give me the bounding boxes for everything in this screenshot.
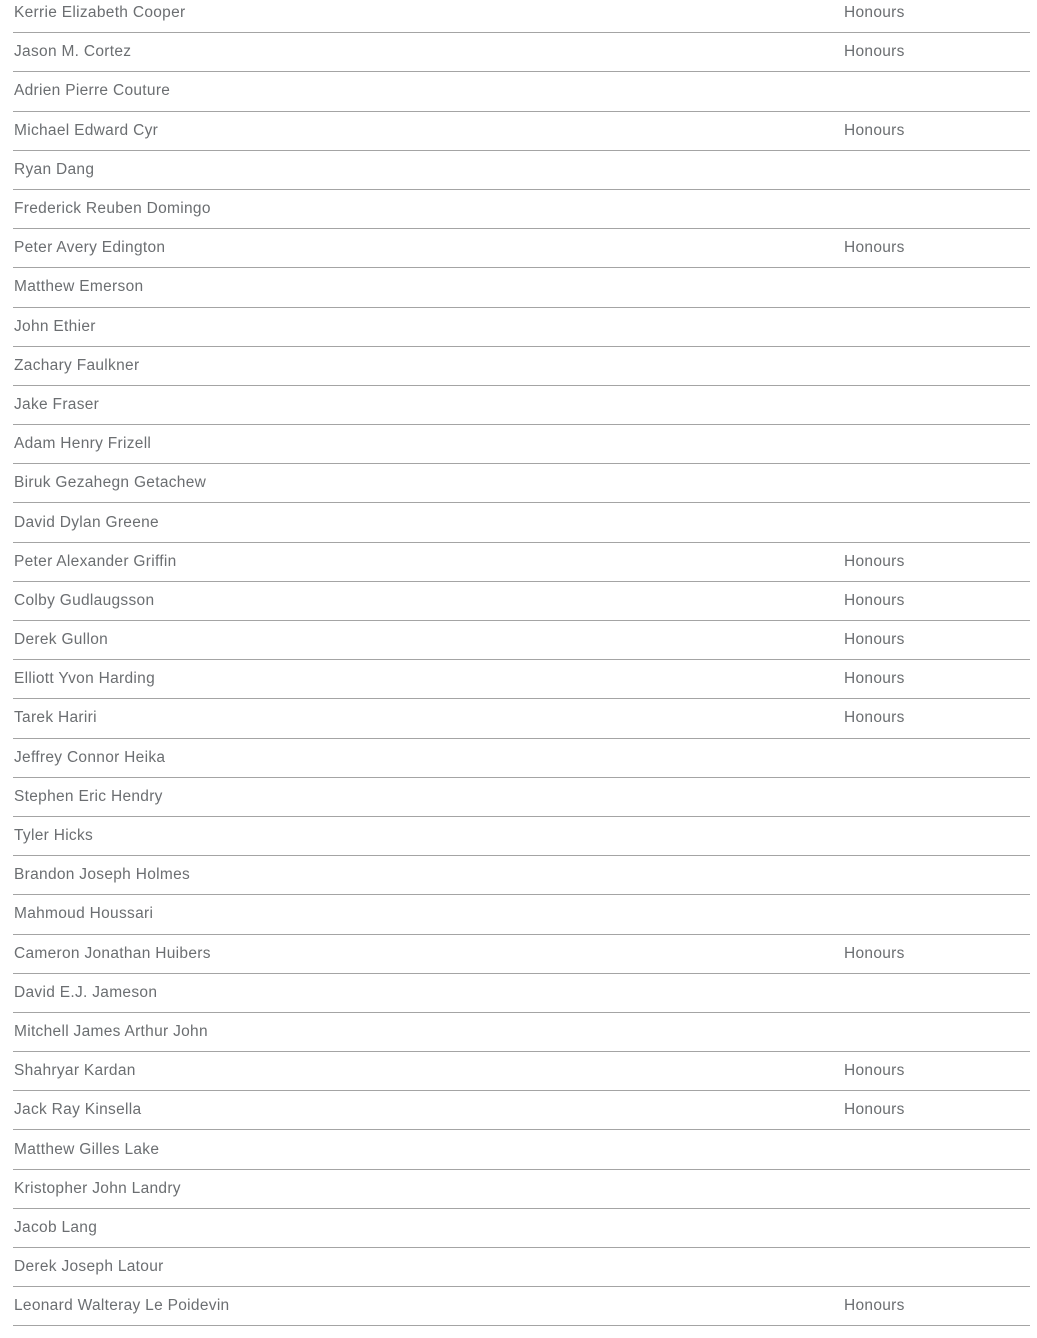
graduate-name: Biruk Gezahegn Getachew xyxy=(14,474,207,492)
honours-label: Honours xyxy=(844,631,905,649)
table-row xyxy=(13,347,1030,386)
graduate-name: Derek Gullon xyxy=(14,631,109,649)
graduate-name: Mahmoud Houssari xyxy=(14,905,154,923)
graduate-name: Ryan Dang xyxy=(14,160,95,178)
honours-label: Honours xyxy=(844,709,905,727)
graduate-name: Peter Avery Edington xyxy=(14,239,166,257)
table-row xyxy=(13,856,1030,895)
honours-label: Honours xyxy=(844,239,905,257)
table-row xyxy=(13,974,1030,1013)
table-row xyxy=(13,739,1030,778)
honours-label: Honours xyxy=(844,1101,905,1119)
table-row xyxy=(13,817,1030,856)
graduate-name: John Ethier xyxy=(14,317,96,335)
honours-label: Honours xyxy=(844,670,905,688)
table-row xyxy=(13,1248,1030,1287)
table-row xyxy=(13,112,1030,151)
graduate-name: Jacob Lang xyxy=(14,1218,98,1236)
graduate-name: David E.J. Jameson xyxy=(14,983,158,1001)
table-row xyxy=(13,1091,1030,1130)
graduate-name: David Dylan Greene xyxy=(14,513,159,531)
table-row xyxy=(13,1209,1030,1248)
graduate-name: Mitchell James Arthur John xyxy=(14,1022,208,1040)
graduate-name: Tarek Hariri xyxy=(14,709,97,727)
honours-label: Honours xyxy=(844,1062,905,1080)
graduate-name: Shahryar Kardan xyxy=(14,1062,136,1080)
graduate-name: Leonard Walteray Le Poidevin xyxy=(14,1297,230,1315)
graduate-name: Zachary Faulkner xyxy=(14,356,140,374)
graduate-name: Jack Ray Kinsella xyxy=(14,1101,142,1119)
graduate-name: Frederick Reuben Domingo xyxy=(14,200,211,218)
table-row xyxy=(13,72,1030,111)
table-row xyxy=(13,503,1030,542)
table-row xyxy=(13,895,1030,934)
table-row xyxy=(13,1130,1030,1169)
table-row xyxy=(13,778,1030,817)
graduate-name: Stephen Eric Hendry xyxy=(14,787,163,805)
honours-label: Honours xyxy=(844,43,905,61)
graduate-list xyxy=(13,0,1030,1326)
table-row xyxy=(13,1287,1030,1326)
graduate-name: Jake Fraser xyxy=(14,395,100,413)
table-row xyxy=(13,0,1030,33)
graduate-name: Michael Edward Cyr xyxy=(14,121,159,139)
table-row xyxy=(13,425,1030,464)
table-row xyxy=(13,386,1030,425)
table-row xyxy=(13,1052,1030,1091)
graduate-name: Colby Gudlaugsson xyxy=(14,591,155,609)
table-row xyxy=(13,582,1030,621)
table-row xyxy=(13,660,1030,699)
graduate-name: Kristopher John Landry xyxy=(14,1179,181,1197)
table-row xyxy=(13,268,1030,307)
honours-label: Honours xyxy=(844,121,905,139)
table-row xyxy=(13,1170,1030,1209)
graduate-name: Tyler Hicks xyxy=(14,827,94,845)
graduate-name: Elliott Yvon Harding xyxy=(14,670,155,688)
honours-label: Honours xyxy=(844,1297,905,1315)
honours-label: Honours xyxy=(844,591,905,609)
table-row xyxy=(13,621,1030,660)
graduate-name: Adrien Pierre Couture xyxy=(14,82,171,100)
table-row xyxy=(13,308,1030,347)
table-row xyxy=(13,229,1030,268)
table-row xyxy=(13,464,1030,503)
table-row xyxy=(13,190,1030,229)
graduate-name: Cameron Jonathan Huibers xyxy=(14,944,211,962)
honours-label: Honours xyxy=(844,944,905,962)
graduate-name: Jason M. Cortez xyxy=(14,43,132,61)
graduate-name: Adam Henry Frizell xyxy=(14,435,152,453)
graduate-name: Peter Alexander Griffin xyxy=(14,552,177,570)
table-row xyxy=(13,151,1030,190)
honours-label: Honours xyxy=(844,552,905,570)
graduate-name: Jeffrey Connor Heika xyxy=(14,748,166,766)
table-row xyxy=(13,935,1030,974)
table-row xyxy=(13,1013,1030,1052)
table-row xyxy=(13,543,1030,582)
graduate-name: Kerrie Elizabeth Cooper xyxy=(14,4,186,22)
graduate-name: Derek Joseph Latour xyxy=(14,1258,164,1276)
graduate-name: Brandon Joseph Holmes xyxy=(14,866,191,884)
graduate-name: Matthew Gilles Lake xyxy=(14,1140,160,1158)
table-row xyxy=(13,33,1030,72)
graduate-name: Matthew Emerson xyxy=(14,278,144,296)
table-row xyxy=(13,699,1030,738)
honours-label: Honours xyxy=(844,4,905,22)
